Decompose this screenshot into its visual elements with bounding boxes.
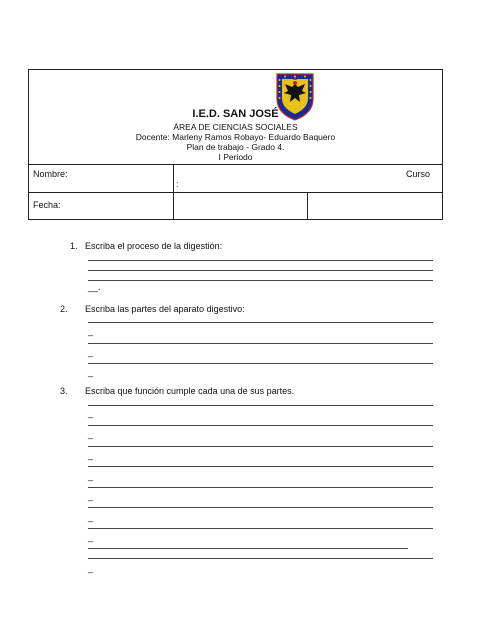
- answer-line[interactable]: [88, 558, 433, 559]
- answer-line-end: _: [88, 471, 94, 481]
- answer-line-end: _: [88, 429, 94, 439]
- answer-line-end: _: [88, 347, 94, 357]
- answer-line-end: _: [88, 563, 94, 573]
- answer-line-end: _: [88, 408, 94, 418]
- question-text: Escriba que función cumple cada una de sus partes.: [85, 386, 295, 396]
- question-text: Escriba el proceso de la digestión:: [85, 241, 223, 251]
- question-number: 3.: [60, 386, 68, 396]
- answer-line-end: _: [88, 326, 94, 336]
- answer-line-end: _: [88, 367, 94, 377]
- question-number: 1.: [70, 241, 78, 251]
- answer-line[interactable]: [88, 405, 433, 406]
- answer-line[interactable]: [88, 446, 433, 447]
- department-name: ÁREA DE CIENCIAS SOCIALES: [173, 122, 298, 132]
- answer-line[interactable]: [88, 528, 433, 529]
- answer-line[interactable]: [88, 507, 433, 508]
- answer-line[interactable]: [88, 260, 433, 261]
- date-row: [29, 192, 442, 219]
- course-label: Curso: [405, 169, 430, 179]
- answer-line-end: _: [88, 512, 94, 522]
- question-number: 2.: [60, 304, 68, 314]
- answer-line[interactable]: [88, 487, 433, 488]
- answer-line-end: __.: [88, 282, 101, 292]
- question-text: Escriba las partes del aparato digestivo:: [85, 304, 245, 314]
- course-colon: :: [176, 179, 179, 189]
- student-info-table: [28, 165, 443, 220]
- answer-line[interactable]: [88, 280, 433, 281]
- answer-line[interactable]: [88, 466, 433, 467]
- answer-line[interactable]: [88, 425, 433, 426]
- school-name: I.E.D. SAN JOSÉ: [192, 108, 279, 120]
- answer-line[interactable]: [88, 343, 433, 344]
- plan-title: Plan de trabajo - Grado 4.: [186, 142, 285, 152]
- answer-line[interactable]: [88, 363, 433, 364]
- name-label: Nombre:: [33, 169, 68, 179]
- document-header: [28, 69, 443, 165]
- answer-line[interactable]: [88, 322, 433, 323]
- answer-line-end: _: [88, 491, 94, 501]
- answer-line[interactable]: [88, 548, 408, 549]
- answer-line-end: _: [88, 532, 94, 542]
- answer-line-end: _: [88, 450, 94, 460]
- name-row: [29, 165, 442, 193]
- period-label: I Periodo: [218, 152, 253, 162]
- teacher-names: Docente: Marleny Ramos Robayo- Eduardo Baquero: [135, 132, 336, 142]
- answer-line[interactable]: [88, 270, 433, 271]
- date-label: Fecha:: [33, 200, 61, 210]
